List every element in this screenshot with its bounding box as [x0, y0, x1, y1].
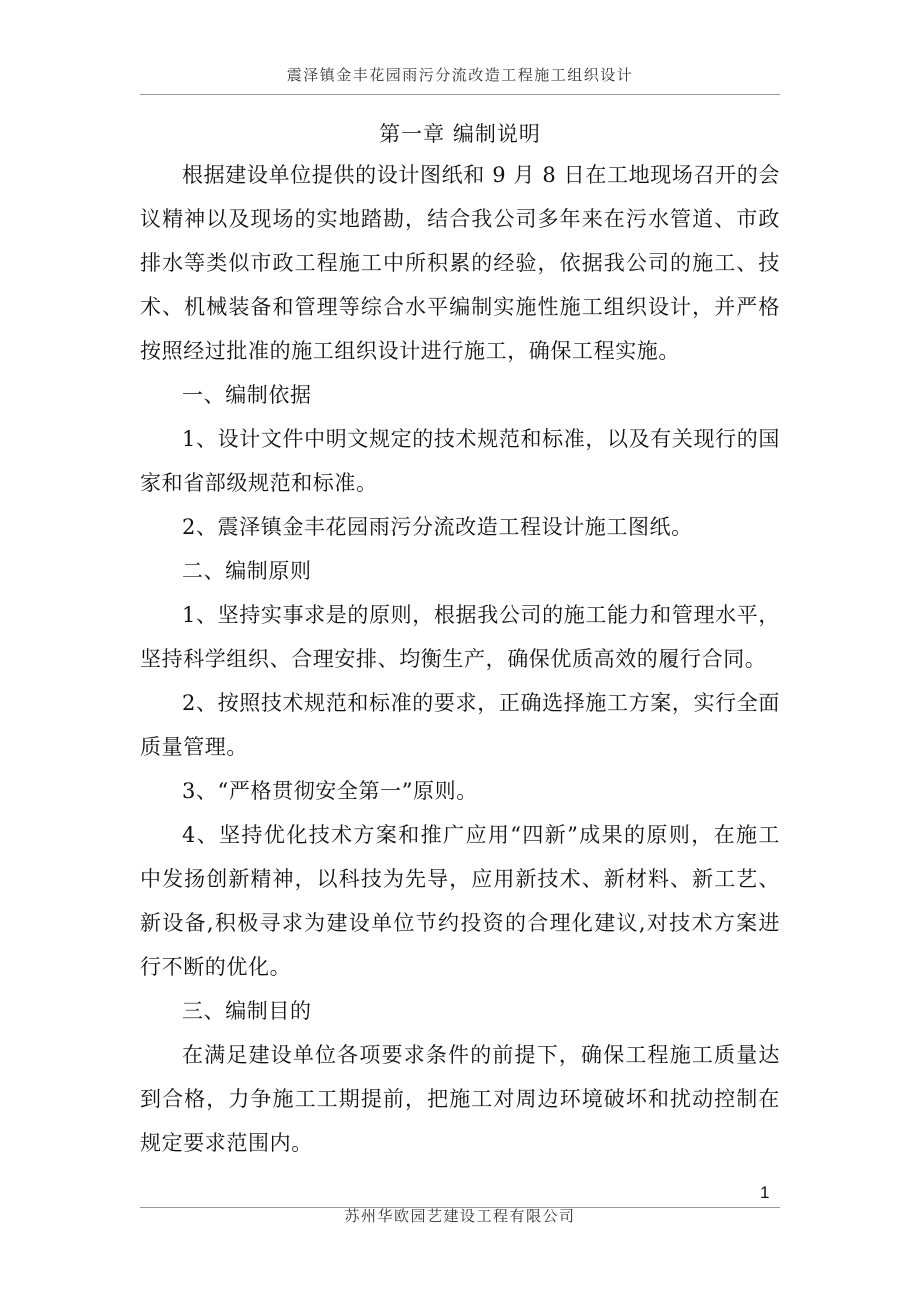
principle-item-3: 3、“严格贯彻安全第一”原则。	[182, 779, 478, 803]
section-heading-purpose: 三、编制目的	[182, 999, 312, 1023]
running-footer: 苏州华欧园艺建设工程有限公司	[344, 1207, 576, 1225]
section-heading-principles: 二、编制原则	[182, 559, 312, 583]
chapter-title: 第一章 编制说明	[379, 122, 541, 146]
principle-item-2: 2、按照技术规范和标准的要求，正确选择施工方案，实行全面质量管理。	[140, 691, 780, 759]
intro-paragraph: 根据建设单位提供的设计图纸和 9 月 8 日在工地现场召开的会议精神以及现场的实地踏勘，结合我公司多年来在污水管道、市政排水等类似市政工程施工中所积累的经验，依据我公司的施工、技术、机械装备和管理等综合水平编制实施性施工组织设计，并严格按照经过批准的施工组织设计进行施工，确保工程实施。	[140, 163, 780, 363]
section-heading-basis: 一、编制依据	[182, 383, 312, 407]
basis-item-2: 2、震泽镇金丰花园雨污分流改造工程设计施工图纸。	[182, 515, 693, 539]
header-divider	[140, 94, 780, 95]
principle-item-1: 1、坚持实事求是的原则，根据我公司的施工能力和管理水平，坚持科学组织、合理安排、均衡生产，确保优质高效的履行合同。	[140, 603, 780, 671]
page-number: 1	[760, 1183, 770, 1202]
purpose-paragraph: 在满足建设单位各项要求条件的前提下，确保工程施工质量达到合格，力争施工工期提前，把施工对周边环境破坏和扰动控制在规定要求范围内。	[140, 1043, 780, 1155]
principle-item-4: 4、坚持优化技术方案和推广应用“四新”成果的原则，在施工中发扬创新精神，以科技为先导，应用新技术、新材料、新工艺、新设备,积极寻求为建设单位节约投资的合理化建议,对技术方案进行不断的优化。	[140, 823, 780, 979]
document-body	[140, 153, 780, 1165]
running-header: 震泽镇金丰花园雨污分流改造工程施工组织设计	[286, 66, 634, 84]
basis-item-1: 1、设计文件中明文规定的技术规范和标准，以及有关现行的国家和省部级规范和标准。	[140, 427, 780, 495]
